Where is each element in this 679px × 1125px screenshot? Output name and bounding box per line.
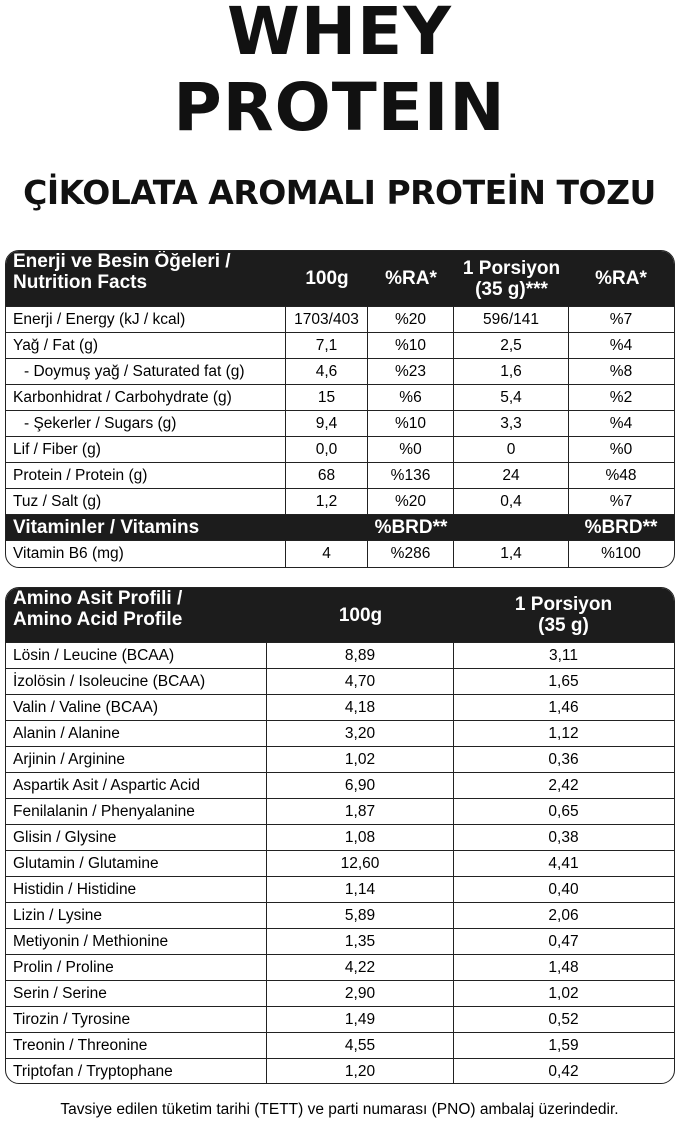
nutrient-ra100: %23 bbox=[368, 359, 454, 384]
amino-per100: 12,60 bbox=[267, 851, 454, 876]
amino-portion: 2,06 bbox=[548, 906, 579, 924]
amino-portion: 0,36 bbox=[548, 750, 579, 768]
nutrient-portion: 3,3 bbox=[454, 411, 569, 436]
table-row bbox=[6, 981, 674, 1007]
nutrient-per100: 7,1 bbox=[286, 333, 368, 358]
nutrient-portion: 5,4 bbox=[454, 385, 569, 410]
nutrient-per100: 4,6 bbox=[286, 359, 368, 384]
nutrient-per100: 0,0 bbox=[286, 437, 368, 462]
nutrition-header-100g: 100g bbox=[305, 268, 349, 289]
amino-header-label-line2: Amino Acid Profile bbox=[13, 609, 183, 630]
nutrition-header-portion-line2: (35 g)*** bbox=[475, 278, 548, 300]
vitamins-header-label: Vitaminler / Vitamins bbox=[13, 516, 200, 538]
amino-portion: 3,11 bbox=[548, 646, 579, 664]
nutrient-per100: 1703/403 bbox=[286, 307, 368, 332]
nutrition-header-label-line1: Enerji ve Besin Öğeleri / bbox=[13, 251, 231, 272]
table-row bbox=[6, 643, 674, 669]
amino-header-portion-line2: (35 g) bbox=[538, 615, 589, 636]
table-row bbox=[6, 773, 674, 799]
table-row bbox=[6, 1007, 674, 1033]
vitamin-ra-portion: %100 bbox=[601, 545, 641, 562]
vitamin-ra100: %286 bbox=[368, 541, 454, 567]
table-row bbox=[6, 929, 674, 955]
amino-header-portion bbox=[454, 588, 673, 642]
amino-acid-table bbox=[5, 587, 675, 1084]
nutrition-facts-table bbox=[5, 250, 675, 568]
amino-per100: 1,08 bbox=[267, 825, 454, 850]
amino-per100: 1,87 bbox=[267, 799, 454, 824]
amino-header-label-line1: Amino Asit Profili / bbox=[13, 588, 183, 609]
amino-portion: 0,47 bbox=[548, 932, 579, 950]
amino-portion: 0,38 bbox=[548, 828, 579, 846]
nutrient-label: Enerji / Energy (kJ / kcal) bbox=[6, 307, 286, 332]
vitamin-portion: 1,4 bbox=[454, 541, 569, 567]
table-row bbox=[6, 851, 674, 877]
vitamin-label: Vitamin B6 (mg) bbox=[6, 541, 286, 567]
table-row bbox=[6, 463, 674, 489]
amino-label: Valin / Valine (BCAA) bbox=[6, 695, 267, 720]
nutrient-ra-portion: %4 bbox=[609, 414, 633, 432]
table-row bbox=[6, 695, 674, 721]
product-title-line2: PROTEIN bbox=[173, 69, 506, 146]
amino-label: Glisin / Glysine bbox=[6, 825, 267, 850]
amino-per100: 3,20 bbox=[267, 721, 454, 746]
amino-label: Serin / Serine bbox=[6, 981, 267, 1006]
nutrient-label: Yağ / Fat (g) bbox=[6, 333, 286, 358]
amino-per100: 1,14 bbox=[267, 877, 454, 902]
nutrient-portion: 2,5 bbox=[454, 333, 569, 358]
amino-label: Aspartik Asit / Aspartic Acid bbox=[6, 773, 267, 798]
amino-per100: 4,70 bbox=[267, 669, 454, 694]
nutrient-ra100: %136 bbox=[368, 463, 454, 488]
nutrient-per100: 1,2 bbox=[286, 489, 368, 514]
vitamins-header-brd1: %BRD** bbox=[374, 516, 448, 538]
amino-header-portion-line1: 1 Porsiyon bbox=[514, 594, 613, 615]
amino-portion: 1,12 bbox=[548, 724, 579, 742]
amino-per100: 5,89 bbox=[267, 903, 454, 928]
amino-header-100g: 100g bbox=[338, 604, 383, 626]
amino-portion: 2,42 bbox=[548, 776, 579, 794]
table-row bbox=[6, 411, 674, 437]
amino-label: Lösin / Leucine (BCAA) bbox=[6, 643, 267, 668]
amino-per100: 1,49 bbox=[267, 1007, 454, 1032]
nutrient-ra-portion: %8 bbox=[609, 362, 633, 380]
nutrient-per100: 68 bbox=[286, 463, 368, 488]
table-row bbox=[6, 747, 674, 773]
table-row bbox=[6, 1033, 674, 1059]
amino-portion: 0,65 bbox=[548, 802, 579, 820]
nutrient-ra-portion: %48 bbox=[605, 466, 637, 484]
footer-note: Tavsiye edilen tüketim tarihi (TETT) ve parti numarası (PNO) ambalaj üzerindedir. bbox=[60, 1101, 619, 1118]
table-row bbox=[6, 903, 674, 929]
amino-label: Metiyonin / Methionine bbox=[6, 929, 267, 954]
amino-label: İzolösin / Isoleucine (BCAA) bbox=[6, 669, 267, 694]
nutrient-ra-portion: %0 bbox=[609, 440, 633, 458]
amino-portion: 1,02 bbox=[548, 984, 579, 1002]
nutrient-ra-portion: %7 bbox=[609, 310, 633, 328]
nutrient-per100: 15 bbox=[286, 385, 368, 410]
amino-portion: 0,40 bbox=[548, 880, 579, 898]
vitamins-header-row bbox=[6, 515, 674, 541]
amino-label: Fenilalanin / Phenyalanine bbox=[6, 799, 267, 824]
table-row bbox=[6, 359, 674, 385]
nutrient-label: - Doymuş yağ / Saturated fat (g) bbox=[6, 359, 286, 384]
nutrition-header-row bbox=[6, 251, 674, 307]
amino-portion: 0,52 bbox=[548, 1010, 579, 1028]
nutrient-portion: 24 bbox=[454, 463, 569, 488]
amino-label: Tirozin / Tyrosine bbox=[6, 1007, 267, 1032]
table-row bbox=[6, 489, 674, 515]
nutrition-header-label-line2: Nutrition Facts bbox=[13, 272, 148, 293]
table-row bbox=[6, 437, 674, 463]
product-subtitle: ÇİKOLATA AROMALI PROTEİN TOZU bbox=[23, 173, 656, 212]
table-row bbox=[6, 1059, 674, 1084]
nutrient-ra100: %20 bbox=[368, 307, 454, 332]
nutrient-ra100: %20 bbox=[368, 489, 454, 514]
nutrient-ra-portion: %4 bbox=[609, 336, 633, 354]
amino-portion: 0,42 bbox=[548, 1063, 579, 1080]
amino-portion: 4,41 bbox=[548, 854, 579, 872]
table-row bbox=[6, 799, 674, 825]
nutrition-header-label bbox=[6, 251, 286, 306]
nutrition-header-portion bbox=[454, 251, 569, 306]
table-row bbox=[6, 721, 674, 747]
amino-label: Lizin / Lysine bbox=[6, 903, 267, 928]
nutrient-portion: 0 bbox=[454, 437, 569, 462]
vitamin-per100: 4 bbox=[286, 541, 368, 567]
nutrient-ra-portion: %7 bbox=[609, 492, 633, 510]
amino-label: Glutamin / Glutamine bbox=[6, 851, 267, 876]
amino-per100: 2,90 bbox=[267, 981, 454, 1006]
table-row bbox=[6, 385, 674, 411]
table-row bbox=[6, 955, 674, 981]
amino-per100: 6,90 bbox=[267, 773, 454, 798]
amino-label: Histidin / Histidine bbox=[6, 877, 267, 902]
table-row bbox=[6, 333, 674, 359]
amino-per100: 8,89 bbox=[267, 643, 454, 668]
table-row bbox=[6, 825, 674, 851]
nutrient-portion: 1,6 bbox=[454, 359, 569, 384]
nutrient-label: Karbonhidrat / Carbohydrate (g) bbox=[6, 385, 286, 410]
nutrient-label: Tuz / Salt (g) bbox=[6, 489, 286, 514]
nutrient-ra100: %10 bbox=[368, 333, 454, 358]
vitamins-header-spacer bbox=[454, 515, 569, 540]
table-row bbox=[6, 541, 674, 567]
amino-header-row bbox=[6, 588, 674, 643]
amino-label: Prolin / Proline bbox=[6, 955, 267, 980]
nutrient-label: - Şekerler / Sugars (g) bbox=[6, 411, 286, 436]
amino-per100: 4,18 bbox=[267, 695, 454, 720]
amino-per100: 1,20 bbox=[267, 1059, 454, 1084]
amino-label: Alanin / Alanine bbox=[6, 721, 267, 746]
nutrient-ra100: %10 bbox=[368, 411, 454, 436]
nutrition-header-portion-line1: 1 Porsiyon bbox=[462, 257, 561, 279]
amino-per100: 1,35 bbox=[267, 929, 454, 954]
nutrient-ra-portion: %2 bbox=[609, 388, 633, 406]
vitamins-header-brd2: %BRD** bbox=[584, 516, 658, 538]
table-row bbox=[6, 669, 674, 695]
product-title-line1: WHEY bbox=[227, 0, 452, 70]
table-row bbox=[6, 307, 674, 333]
amino-label: Treonin / Threonine bbox=[6, 1033, 267, 1058]
nutrition-header-ra1: %RA* bbox=[385, 268, 437, 289]
table-row bbox=[6, 877, 674, 903]
amino-per100: 4,55 bbox=[267, 1033, 454, 1058]
nutrient-per100: 9,4 bbox=[286, 411, 368, 436]
amino-portion: 1,46 bbox=[548, 698, 579, 716]
amino-header-label bbox=[6, 588, 267, 642]
amino-label: Triptofan / Tryptophane bbox=[6, 1059, 267, 1084]
amino-label: Arjinin / Arginine bbox=[6, 747, 267, 772]
nutrient-label: Lif / Fiber (g) bbox=[6, 437, 286, 462]
nutrient-ra100: %6 bbox=[368, 385, 454, 410]
nutrition-header-ra2: %RA* bbox=[595, 268, 647, 289]
nutrient-portion: 0,4 bbox=[454, 489, 569, 514]
nutrient-portion: 596/141 bbox=[454, 307, 569, 332]
amino-portion: 1,59 bbox=[548, 1036, 579, 1054]
vitamins-header-spacer bbox=[286, 515, 368, 540]
amino-per100: 4,22 bbox=[267, 955, 454, 980]
amino-portion: 1,65 bbox=[548, 672, 579, 690]
nutrient-label: Protein / Protein (g) bbox=[6, 463, 286, 488]
nutrient-ra100: %0 bbox=[368, 437, 454, 462]
amino-portion: 1,48 bbox=[548, 958, 579, 976]
amino-per100: 1,02 bbox=[267, 747, 454, 772]
